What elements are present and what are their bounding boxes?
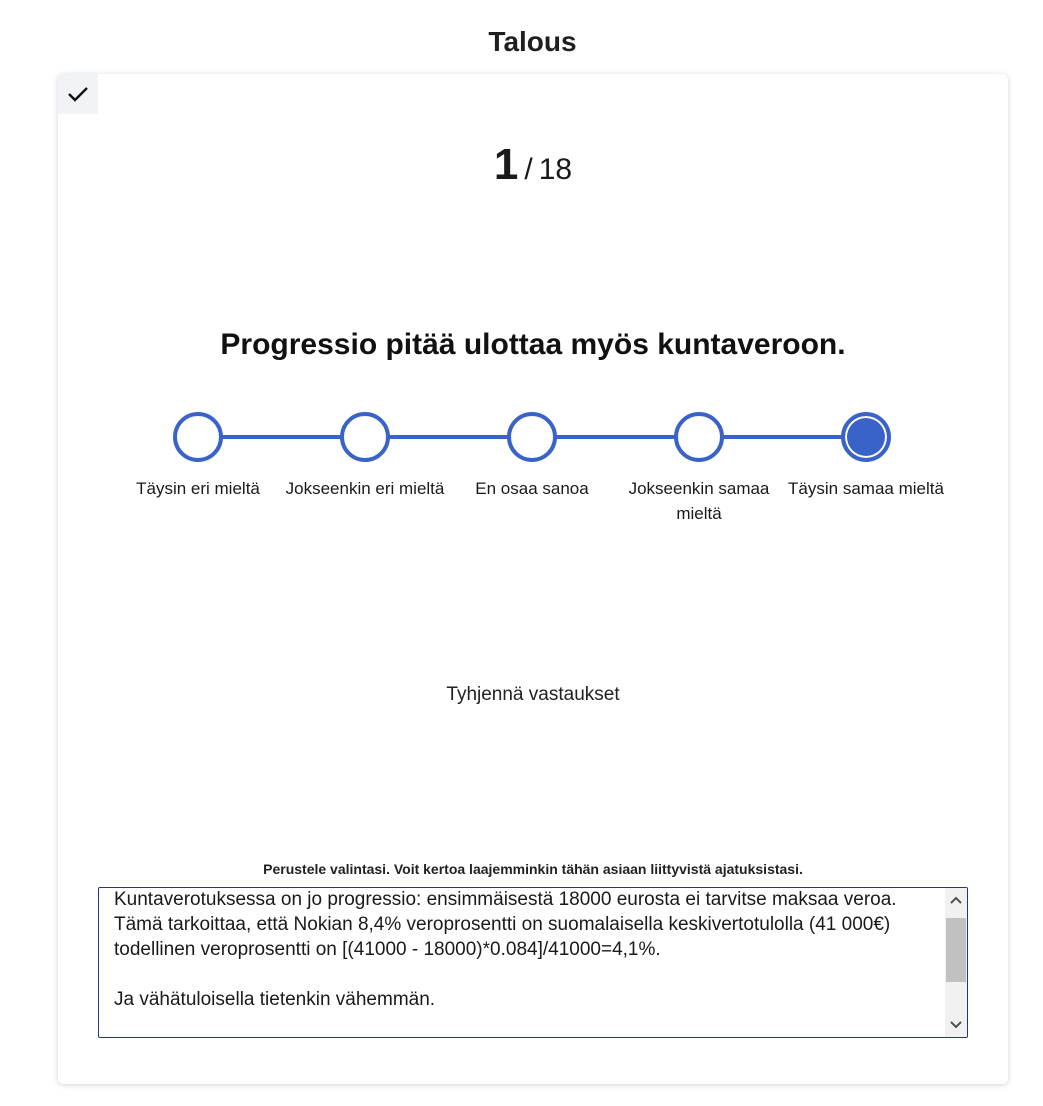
scroll-up-button[interactable] xyxy=(945,890,967,910)
option-radio[interactable] xyxy=(674,412,724,462)
option-radio[interactable] xyxy=(173,412,223,462)
question-counter xyxy=(58,140,1008,190)
chevron-up-icon xyxy=(950,896,962,904)
scroll-down-button[interactable] xyxy=(945,1015,967,1035)
justification-textarea[interactable] xyxy=(98,887,968,1038)
option-radio[interactable] xyxy=(507,412,557,462)
option-radio[interactable] xyxy=(340,412,390,462)
scrollbar-thumb[interactable] xyxy=(946,918,966,982)
option-label: En osaa sanoa xyxy=(475,479,589,498)
counter-total: 18 xyxy=(538,153,573,186)
option-2[interactable] xyxy=(285,412,445,501)
question-text: Progressio pitää ulottaa myös kuntaveroon. xyxy=(220,328,846,361)
option-5[interactable] xyxy=(786,412,946,501)
question-card xyxy=(58,74,1008,1084)
option-1[interactable] xyxy=(118,412,278,501)
option-label: Täysin samaa mieltä xyxy=(788,479,944,498)
category-title: Talous xyxy=(488,26,577,57)
option-radio[interactable] xyxy=(841,412,891,462)
justification-hint: Perustele valintasi. Voit kertoa laajemminkin tähän asiaan liittyvistä ajatuksistasi. xyxy=(263,861,803,877)
check-tab[interactable] xyxy=(58,74,98,114)
justification-text[interactable]: Kuntaverotuksessa on jo progressio: ensimmäisestä 18000 eurosta ei tarvitse maksaa veroa. Tämä tarkoittaa, että Nokian 8,4% veroprosentti on suomalaisella keskivertotulolla (41 000€) todellinen veroprosentti on [(41000 - 18000)*0.084]/41000=4,1%. Ja vähätuloisella tietenkin vähemmän. xyxy=(114,889,897,1010)
textarea-scrollbar[interactable] xyxy=(945,888,967,1037)
counter-current: 1 xyxy=(493,140,519,189)
option-label: Täysin eri mieltä xyxy=(136,479,260,498)
option-label: Jokseenkin samaa mieltä xyxy=(628,479,770,523)
option-4[interactable] xyxy=(619,412,779,526)
counter-separator: / xyxy=(524,153,533,186)
option-3[interactable] xyxy=(452,412,612,501)
option-label: Jokseenkin eri mieltä xyxy=(285,479,445,498)
check-icon xyxy=(67,85,89,103)
chevron-down-icon xyxy=(950,1021,962,1029)
clear-answers-button[interactable]: Tyhjennä vastaukset xyxy=(446,684,620,705)
